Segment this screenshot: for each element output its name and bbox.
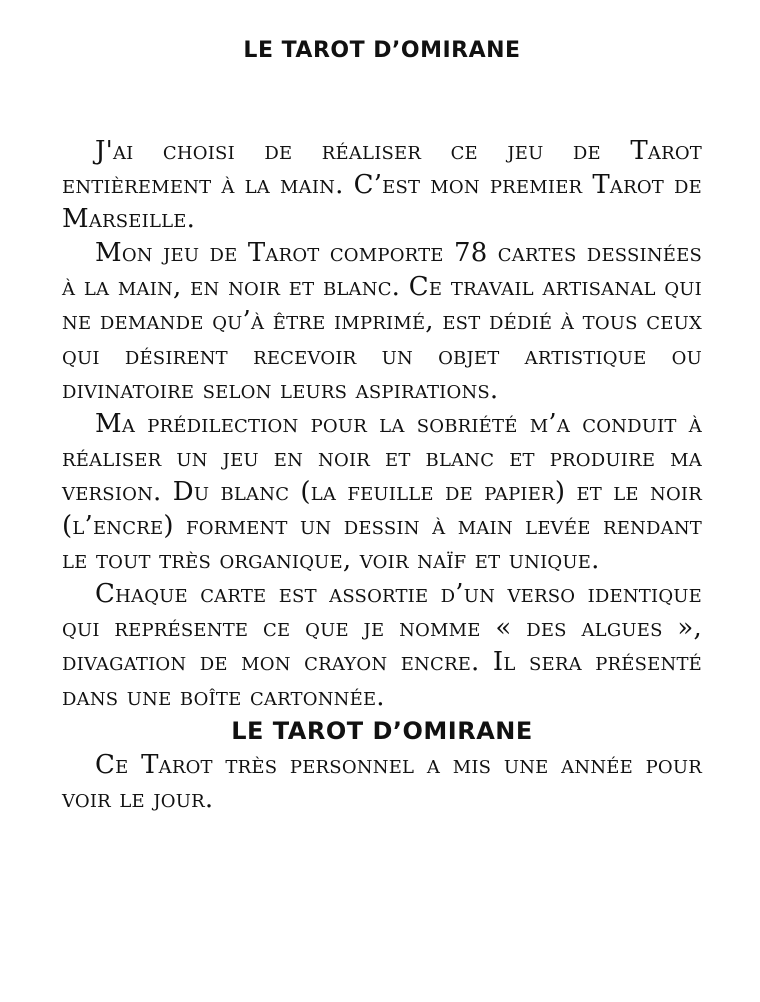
paragraph-intro: J'ai choisi de réaliser ce jeu de Tarot entièrement à la main. C’est mon premier Tarot de Marseille. [62, 136, 702, 235]
paragraph-closing: Ce Tarot très personnel a mis une année pour voir le jour. [62, 749, 702, 814]
paragraph-cards: Mon jeu de Tarot comporte 78 cartes dessinées à la main, en noir et blanc. Ce travail artisanal qui ne demande qu’à être imprimé, est dédié à tous ceux qui désirent recevoir un objet artistique ou divinatoire selon leurs aspirations. [62, 238, 702, 405]
section-heading: LE TAROT D’OMIRANE [231, 716, 533, 745]
document-title: LE TAROT D’OMIRANE [243, 38, 521, 63]
paragraph-verso: Chaque carte est assortie d’un verso identique qui représente ce que je nomme « des algues », divagation de mon crayon encre. Il sera présenté dans une boîte cartonnée. [62, 579, 702, 712]
document-body [62, 134, 702, 816]
paragraph-style: Ma prédilection pour la sobriété m’a conduit à réaliser un jeu en noir et blanc et produire ma version. Du blanc (la feuille de papier) et le noir (l’encre) forment un dessin à main levée rendant le tout très organique, voir naïf et unique. [62, 408, 702, 576]
